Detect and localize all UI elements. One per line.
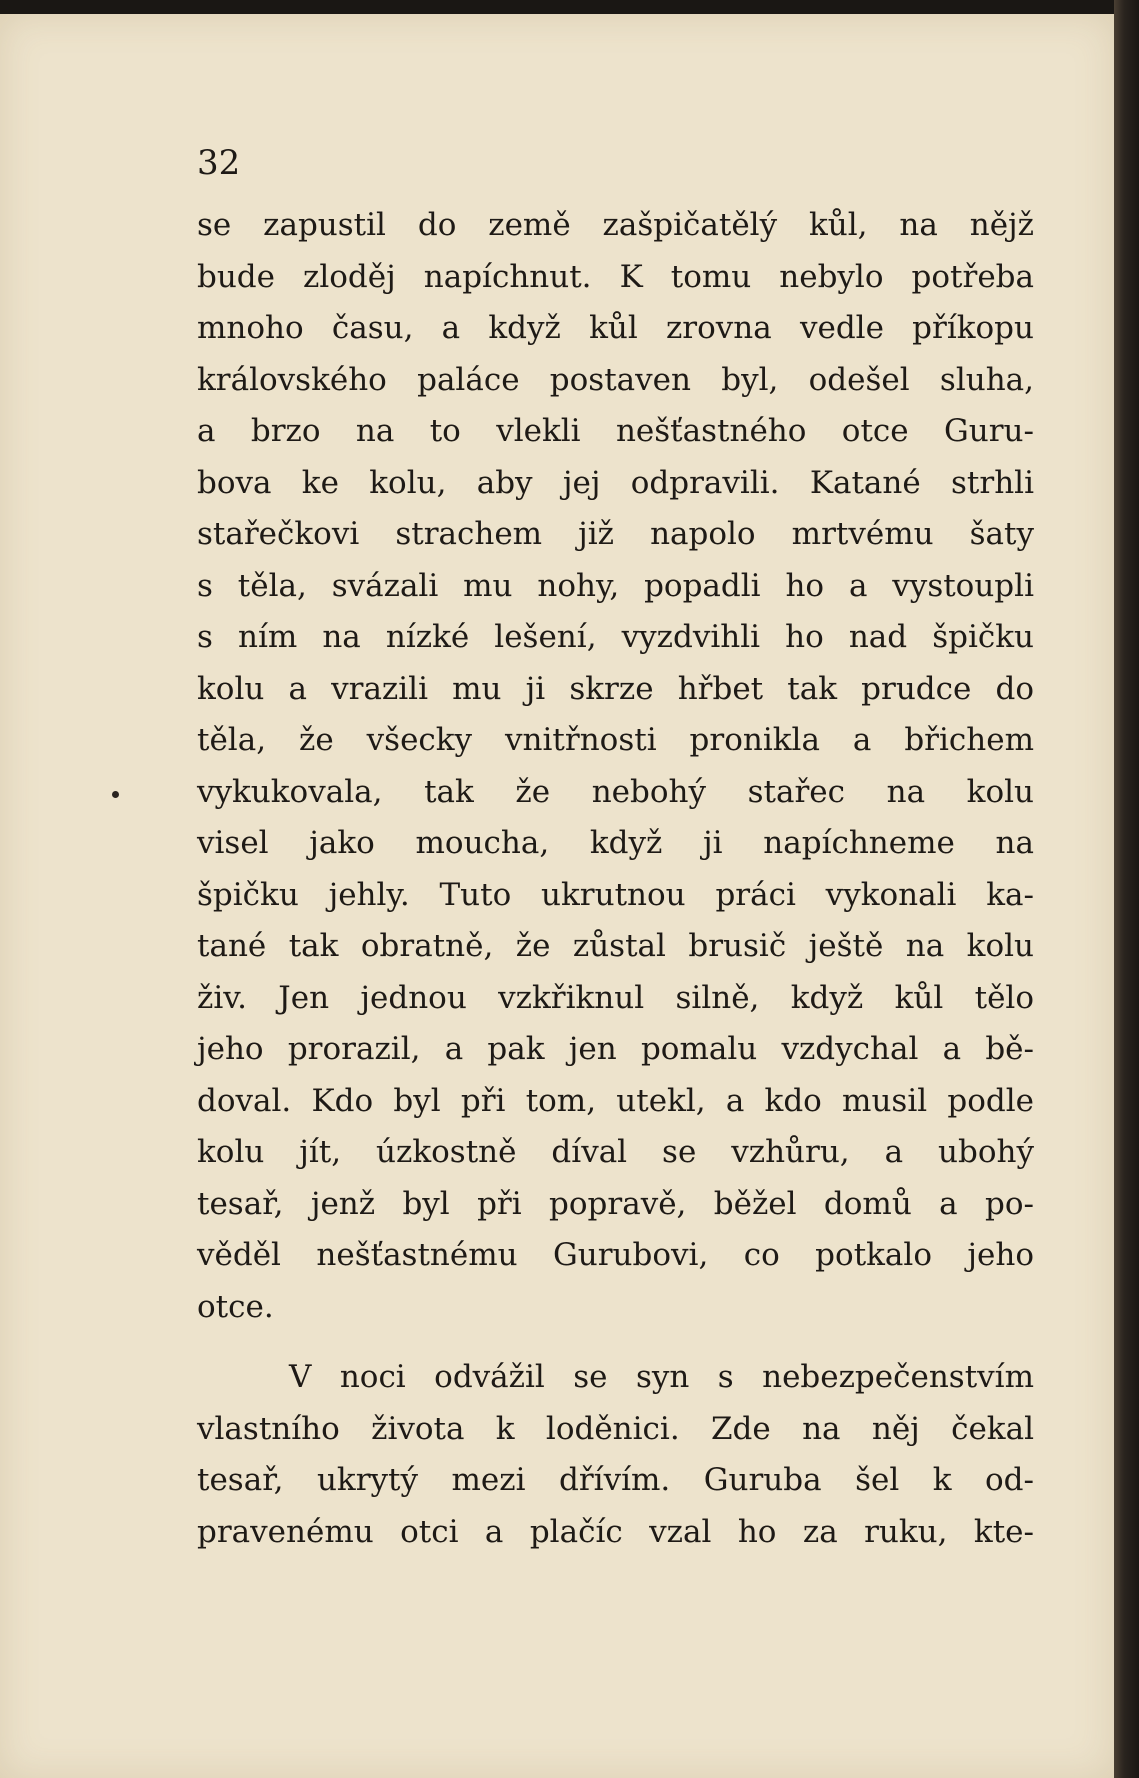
text-line: jeho prorazil, a pak jen pomalu vzdychal a bě- <box>197 1031 1034 1067</box>
text-line: královského paláce postaven byl, odešel sluha, <box>197 361 1034 398</box>
text-line: doval. Kdo byl při tom, utekl, a kdo musil podle <box>197 1082 1034 1119</box>
text-line: kolu a vrazili mu ji skrze hřbet tak prudce do <box>197 670 1034 707</box>
page-number: 32 <box>197 143 241 183</box>
text-line: pravenému otci a plačíc vzal ho za ruku, kte- <box>197 1513 1034 1550</box>
text-line: kolu jít, úzkostně díval se vzhůru, a ubohý <box>197 1134 1034 1170</box>
page-text <box>197 138 1034 1558</box>
text-line: živ. Jen jednou vzkřiknul silně, když kůl tělo <box>197 979 1034 1016</box>
text-line: tesař, jenž byl při popravě, běžel domů a po- <box>197 1185 1034 1222</box>
text-line: s ním na nízké lešení, vyzdvihli ho nad špičku <box>197 619 1034 655</box>
text-line: špičku jehly. Tuto ukrutnou práci vykonali ka- <box>197 876 1034 913</box>
text-line: a brzo na to vlekli nešťastného otce Guru- <box>197 413 1034 449</box>
text-line: vykukovala, tak že nebohý stařec na kolu <box>197 773 1034 810</box>
text-line: vlastního života k loděnici. Zde na něj čekal <box>197 1410 1034 1447</box>
text-line: V noci odvážil se syn s nebezpečenstvím <box>289 1359 1034 1395</box>
text-line: stařečkovi strachem již napolo mrtvému šaty <box>197 516 1034 552</box>
text-line: věděl nešťastnému Gurubovi, co potkalo jeho <box>197 1237 1034 1273</box>
paragraph-1 <box>197 200 1034 1333</box>
text-line: tané tak obratně, že zůstal brusič ještě na kolu <box>197 928 1034 964</box>
text-line: tesař, ukrytý mezi dřívím. Guruba šel k od- <box>197 1462 1034 1498</box>
text-line: s těla, svázali mu nohy, popadli ho a vystoupli <box>197 567 1034 604</box>
text-line: těla, že všecky vnitřnosti pronikla a břichem <box>197 722 1034 758</box>
text-line: mnoho času, a když kůl zrovna vedle příkopu <box>197 310 1034 346</box>
text-line: visel jako moucha, když ji napíchneme na <box>197 825 1034 861</box>
scan-top-edge <box>0 0 1139 14</box>
text-line: bova ke kolu, aby jej odpravili. Katané strhli <box>197 464 1034 501</box>
margin-mark <box>112 791 119 798</box>
paragraph-2 <box>197 1352 1034 1558</box>
text-line: bude zloděj napíchnut. K tomu nebylo potřeba <box>197 258 1034 295</box>
text-line: otce. <box>197 1288 274 1325</box>
book-gutter <box>1114 0 1139 1778</box>
text-line: se zapustil do země zašpičatělý kůl, na nějž <box>197 207 1034 243</box>
